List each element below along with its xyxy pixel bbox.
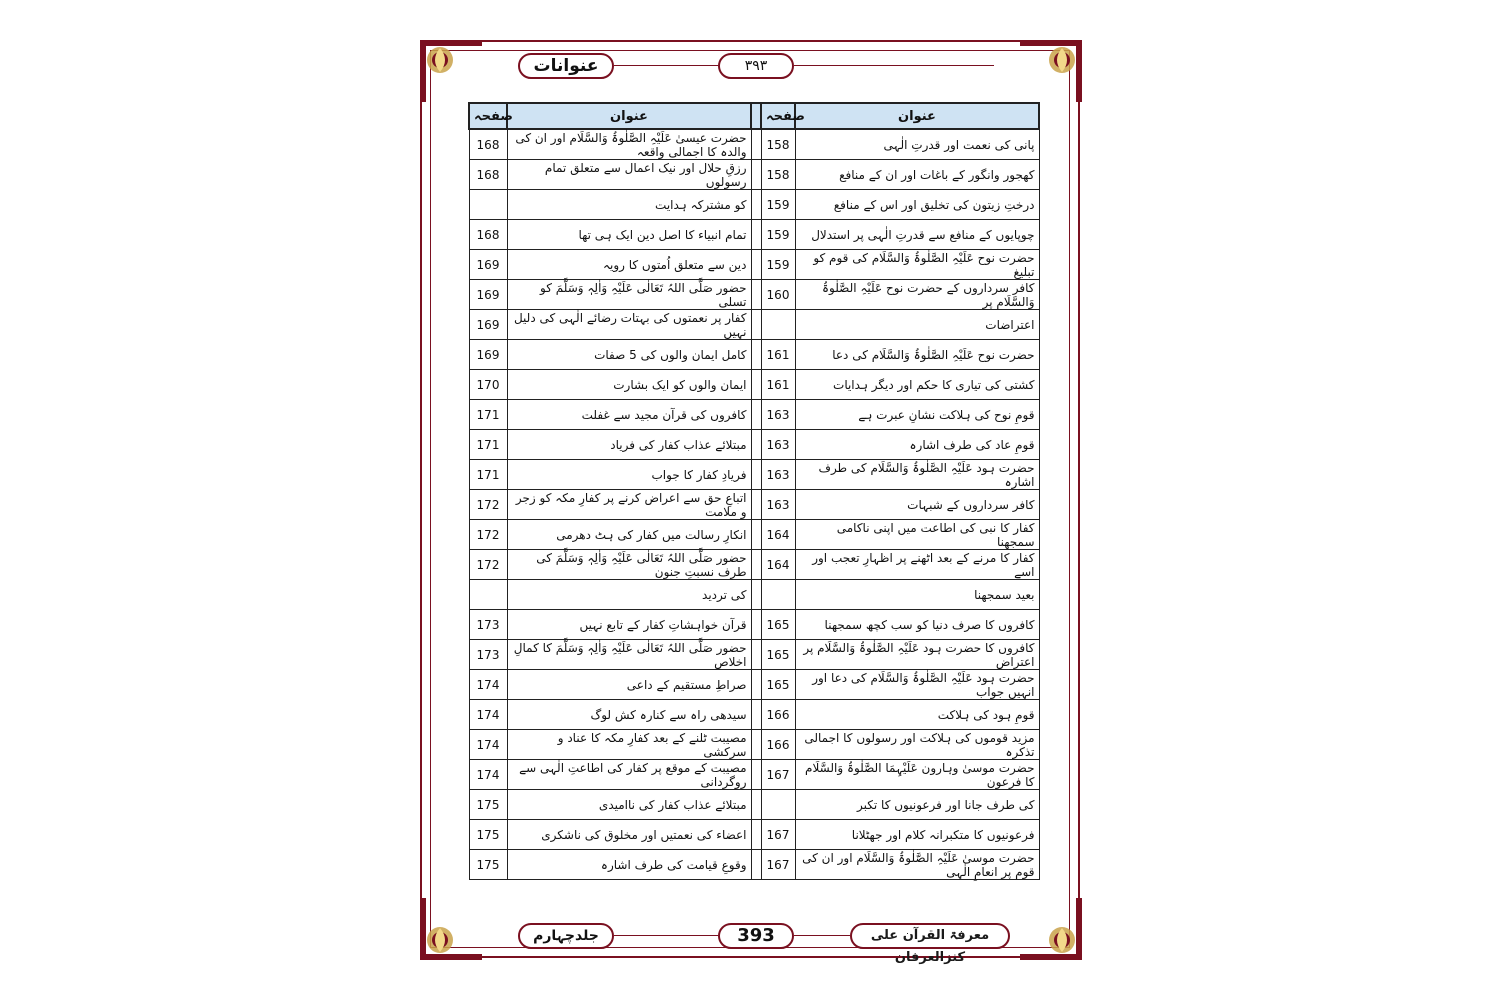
right-entry-title: کفار کا نبی کی اطاعت میں اپنی ناکامی سمجھنا (795, 520, 1039, 550)
right-page-number (761, 580, 795, 610)
left-entry-title: اعضاء کی نعمتیں اور مخلوق کی ناشکری (507, 820, 751, 850)
column-gap (751, 490, 761, 520)
left-entry-title: حضور صَلَّی اللہُ تَعَالٰی عَلَیْہِ وَاٰلِہٖ وَسَلَّمَ کی طرف نسبتِ جنون (507, 550, 751, 580)
left-entry-title: ایمان والوں کو ایک بشارت (507, 370, 751, 400)
right-entry-title: چوپایوں کے منافع سے قدرتِ الٰہی پر استدلال (795, 220, 1039, 250)
column-gap (751, 640, 761, 670)
left-page-number: 172 (469, 490, 507, 520)
toc-row (469, 340, 1039, 370)
right-page-number: 165 (761, 610, 795, 640)
column-gap (751, 730, 761, 760)
left-page-number: 173 (469, 640, 507, 670)
right-page-number: 159 (761, 250, 795, 280)
footer-page-number: 393 (718, 923, 794, 949)
left-entry-title: وقوعِ قیامت کی طرف اشارہ (507, 850, 751, 880)
right-page-number: 167 (761, 850, 795, 880)
toc-row (469, 550, 1039, 580)
right-entry-title: کھجور وانگور کے باغات اور ان کے منافع (795, 160, 1039, 190)
left-page-number: 169 (469, 280, 507, 310)
toc-row (469, 820, 1039, 850)
right-entry-title: حضرت نوح عَلَیْہِ الصَّلٰوۃُ وَالسَّلَام کی دعا (795, 340, 1039, 370)
left-page-number: 174 (469, 730, 507, 760)
toc-header-row (469, 103, 1039, 129)
left-page-number: 174 (469, 670, 507, 700)
right-entry-title: پانی کی نعمت اور قدرتِ الٰہی (795, 129, 1039, 160)
right-entry-title: مزید قوموں کی ہلاکت اور رسولوں کا اجمالی تذکرہ (795, 730, 1039, 760)
left-title-header: عنوان (507, 103, 751, 129)
toc-row (469, 430, 1039, 460)
right-page-number: 161 (761, 370, 795, 400)
left-page-number: 171 (469, 460, 507, 490)
toc-row (469, 160, 1039, 190)
left-entry-title: کو مشترکہ ہدایت (507, 190, 751, 220)
right-entry-title: بعید سمجھنا (795, 580, 1039, 610)
right-page-number (761, 310, 795, 340)
left-entry-title: قرآن خواہشاتِ کفار کے تابع نہیں (507, 610, 751, 640)
left-entry-title: سیدھی راہ سے کنارہ کش لوگ (507, 700, 751, 730)
left-page-number: 172 (469, 520, 507, 550)
column-gap (751, 580, 761, 610)
header-rule (614, 65, 718, 66)
left-page-number: 173 (469, 610, 507, 640)
left-page-header: صفحہ (469, 103, 507, 129)
right-entry-title: حضرت ہود عَلَیْہِ الصَّلٰوۃُ وَالسَّلَام کی طرف اشارہ (795, 460, 1039, 490)
column-gap (751, 340, 761, 370)
left-entry-title: کفار پر نعمتوں کی بہتات رضائے الٰہی کی دلیل نہیں (507, 310, 751, 340)
left-entry-title: رزقِ حلال اور نیک اعمال سے متعلق تمام رسولوں (507, 160, 751, 190)
left-entry-title: کافروں کی قرآن مجید سے غفلت (507, 400, 751, 430)
toc-row (469, 400, 1039, 430)
column-gap (751, 520, 761, 550)
left-page-number (469, 580, 507, 610)
right-entry-title: کفار کا مرنے کے بعد اٹھنے پر اظہارِ تعجب اور اسے (795, 550, 1039, 580)
toc-row (469, 760, 1039, 790)
column-gap (751, 820, 761, 850)
toc-row (469, 370, 1039, 400)
toc-table (468, 102, 1040, 880)
left-page-number: 169 (469, 310, 507, 340)
toc-row (469, 700, 1039, 730)
column-gap (751, 700, 761, 730)
column-gap (751, 310, 761, 340)
right-page-number: 165 (761, 640, 795, 670)
toc-row (469, 129, 1039, 160)
left-page-number: 172 (469, 550, 507, 580)
right-page-number: 166 (761, 730, 795, 760)
right-entry-title: کافروں کا صرف دنیا کو سب کچھ سمجھنا (795, 610, 1039, 640)
left-entry-title: حضرت عیسیٰ عَلَیْہِ الصَّلٰوۃُ وَالسَّلَام اور ان کی والدہ کا اجمالی واقعہ (507, 129, 751, 160)
left-entry-title: انکارِ رسالت میں کفار کی ہٹ دھرمی (507, 520, 751, 550)
column-gap (751, 190, 761, 220)
left-page-number: 171 (469, 430, 507, 460)
left-entry-title: دین سے متعلق اُمتوں کا رویہ (507, 250, 751, 280)
left-page-number: 175 (469, 790, 507, 820)
toc-row (469, 790, 1039, 820)
page-header-title: عنوانات (518, 53, 614, 79)
column-gap (751, 550, 761, 580)
left-entry-title: فریادِ کفار کا جواب (507, 460, 751, 490)
toc-row (469, 580, 1039, 610)
book-page (420, 40, 1082, 965)
column-gap (751, 850, 761, 880)
right-entry-title: اعتراضات (795, 310, 1039, 340)
left-entry-title: صراطِ مستقیم کے داعی (507, 670, 751, 700)
left-entry-title: کامل ایمان والوں کی 5 صفات (507, 340, 751, 370)
toc-row (469, 280, 1039, 310)
toc-row (469, 250, 1039, 280)
footer-rule (614, 935, 718, 936)
right-entry-title: درختِ زیتون کی تخلیق اور اس کے منافع (795, 190, 1039, 220)
right-page-number: 167 (761, 820, 795, 850)
left-entry-title: تمام انبیاء کا اصل دین ایک ہی تھا (507, 220, 751, 250)
left-entry-title: اتباعِ حق سے اعراض کرنے پر کفارِ مکہ کو زجر و ملامت (507, 490, 751, 520)
left-page-number: 169 (469, 340, 507, 370)
right-page-number: 160 (761, 280, 795, 310)
right-page-number: 163 (761, 490, 795, 520)
column-gap (751, 160, 761, 190)
right-page-number: 161 (761, 340, 795, 370)
left-page-number: 168 (469, 129, 507, 160)
right-page-number: 163 (761, 460, 795, 490)
toc-row (469, 730, 1039, 760)
column-gap (751, 610, 761, 640)
right-page-number: 159 (761, 190, 795, 220)
footer-volume: جلدچہارم (518, 923, 614, 949)
right-title-header: عنوان (795, 103, 1039, 129)
right-entry-title: حضرت موسیٰ عَلَیْہِ الصَّلٰوۃُ وَالسَّلَام اور ان کی قوم پر انعامِ الٰہی (795, 850, 1039, 880)
toc-row (469, 190, 1039, 220)
right-page-number: 167 (761, 760, 795, 790)
toc-row (469, 220, 1039, 250)
left-page-number: 174 (469, 760, 507, 790)
right-page-number: 166 (761, 700, 795, 730)
right-page-number: 159 (761, 220, 795, 250)
left-page-number: 171 (469, 400, 507, 430)
right-entry-title: کافروں کا حضرت ہود عَلَیْہِ الصَّلٰوۃُ وَالسَّلَام پر اعتراض (795, 640, 1039, 670)
left-page-number: 168 (469, 220, 507, 250)
column-gap (751, 430, 761, 460)
right-entry-title: فرعونیوں کا متکبرانہ کلام اور جھٹلانا (795, 820, 1039, 850)
right-entry-title: حضرت موسیٰ وہارون عَلَیْہِمَا الصَّلٰوۃُ وَالسَّلَام کا فرعون (795, 760, 1039, 790)
left-page-number: 175 (469, 820, 507, 850)
right-page-number: 163 (761, 430, 795, 460)
toc-row (469, 850, 1039, 880)
right-page-number: 164 (761, 520, 795, 550)
left-page-number (469, 190, 507, 220)
left-entry-title: حضور صَلَّی اللہُ تَعَالٰی عَلَیْہِ وَاٰلِہٖ وَسَلَّمَ کا کمالِ اخلاص (507, 640, 751, 670)
column-gap (751, 129, 761, 160)
column-gap (751, 460, 761, 490)
right-page-number (761, 790, 795, 820)
corner-ornament-icon (1016, 894, 1086, 964)
right-entry-title: قومِ ہود کی ہلاکت (795, 700, 1039, 730)
left-entry-title: مصیبت کے موقع پر کفار کی اطاعتِ الٰہی سے روگردانی (507, 760, 751, 790)
column-gap (751, 370, 761, 400)
right-page-number: 158 (761, 160, 795, 190)
corner-ornament-icon (416, 36, 486, 106)
right-entry-title: کشتی کی تیاری کا حکم اور دیگر ہدایات (795, 370, 1039, 400)
column-gap (751, 220, 761, 250)
column-gap (751, 103, 761, 129)
column-gap (751, 280, 761, 310)
page-header-number: ۳۹۳ (718, 53, 794, 79)
left-page-number: 175 (469, 850, 507, 880)
footer-rule (794, 935, 850, 936)
toc-row (469, 610, 1039, 640)
column-gap (751, 670, 761, 700)
left-entry-title: مبتلائے عذاب کفار کی ناامیدی (507, 790, 751, 820)
toc-row (469, 490, 1039, 520)
toc-row (469, 310, 1039, 340)
column-gap (751, 790, 761, 820)
left-entry-title: مصیبت ٹلنے کے بعد کفارِ مکہ کا عناد و سرکشی (507, 730, 751, 760)
right-entry-title: قومِ نوح کی ہلاکت نشانِ عبرت ہے (795, 400, 1039, 430)
toc-body (469, 129, 1039, 880)
toc-row (469, 670, 1039, 700)
footer-book-title: معرفۃ القرآن علی کنزالعرفان (850, 923, 1010, 949)
right-page-header: صفحہ (761, 103, 795, 129)
right-entry-title: قومِ عاد کی طرف اشارہ (795, 430, 1039, 460)
right-entry-title: حضرت نوح عَلَیْہِ الصَّلٰوۃُ وَالسَّلَام کی قوم کو تبلیغ (795, 250, 1039, 280)
toc-row (469, 520, 1039, 550)
corner-ornament-icon (416, 894, 486, 964)
right-entry-title: کافر سرداروں کے حضرت نوح عَلَیْہِ الصَّلٰوۃُ وَالسَّلَام پر (795, 280, 1039, 310)
left-entry-title: کی تردید (507, 580, 751, 610)
left-page-number: 170 (469, 370, 507, 400)
corner-ornament-icon (1016, 36, 1086, 106)
left-entry-title: حضور صَلَّی اللہُ تَعَالٰی عَلَیْہِ وَاٰلِہٖ وَسَلَّمَ کو تسلی (507, 280, 751, 310)
left-page-number: 168 (469, 160, 507, 190)
right-entry-title: حضرت ہود عَلَیْہِ الصَّلٰوۃُ وَالسَّلَام کی دعا اور انہیں جواب (795, 670, 1039, 700)
right-page-number: 165 (761, 670, 795, 700)
column-gap (751, 250, 761, 280)
left-page-number: 169 (469, 250, 507, 280)
column-gap (751, 400, 761, 430)
left-page-number: 174 (469, 700, 507, 730)
right-entry-title: کی طرف جانا اور فرعونیوں کا تکبر (795, 790, 1039, 820)
right-page-number: 163 (761, 400, 795, 430)
right-entry-title: کافر سرداروں کے شبہات (795, 490, 1039, 520)
column-gap (751, 760, 761, 790)
toc-row (469, 460, 1039, 490)
right-page-number: 164 (761, 550, 795, 580)
toc-row (469, 640, 1039, 670)
right-page-number: 158 (761, 129, 795, 160)
header-rule (794, 65, 994, 66)
left-entry-title: مبتلائے عذاب کفار کی فریاد (507, 430, 751, 460)
